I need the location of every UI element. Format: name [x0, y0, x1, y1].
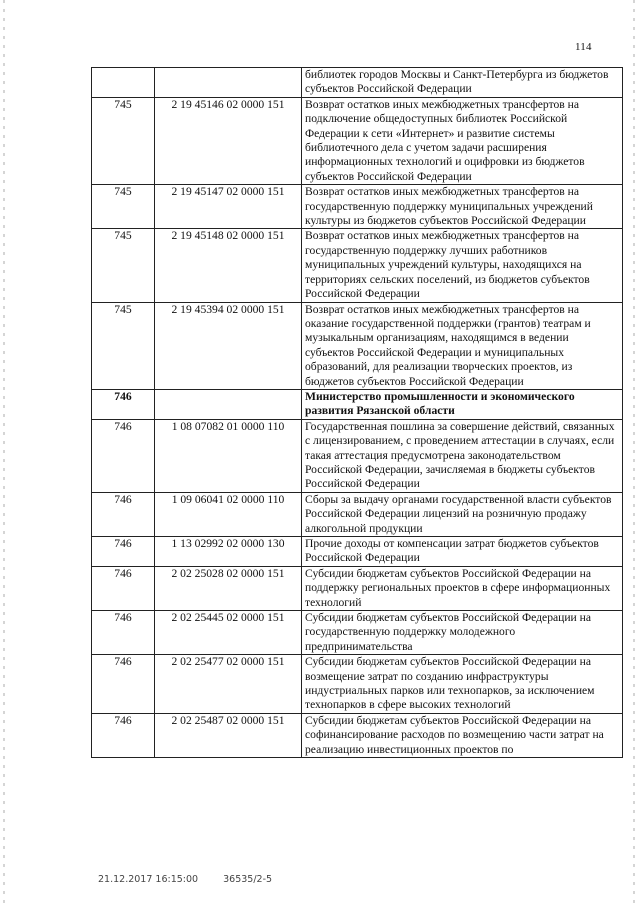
revenue-name-cell: Субсидии бюджетам субъектов Российской Федерации на государственную поддержку молодежного предпринимательства: [302, 611, 623, 655]
admin-code-cell: 745: [92, 229, 155, 302]
revenue-name-cell: Субсидии бюджетам субъектов Российской Федерации на софинансирование расходов по возмещению части затрат на реализацию инвестиционных проектов по: [302, 713, 623, 757]
table-body: [92, 68, 623, 758]
revenue-name-cell: Возврат остатков иных межбюджетных трансфертов на подключение общедоступных библиотек Российской Федерации к сети «Интернет» и развитие системы библиотечного дела с учетом задачи расширения информационных технологий и оцифровки из бюджетов субъектов Российской Федерации: [302, 97, 623, 184]
budget-classification-table: [91, 67, 623, 758]
revenue-name-cell: Возврат остатков иных межбюджетных трансфертов на государственную поддержку лучших работников муниципальных учреждений культуры, находящихся на территориях сельских поселений, из бюджетов субъектов Российской Федерации: [302, 229, 623, 302]
page-footer: [98, 874, 272, 885]
budget-code-cell: 2 19 45148 02 0000 151: [155, 229, 302, 302]
admin-code-cell: 746: [92, 713, 155, 757]
revenue-name-cell: Возврат остатков иных межбюджетных трансфертов на государственную поддержку муниципальных учреждений культуры из бюджетов субъектов Российской Федерации: [302, 185, 623, 229]
admin-code-cell: 746: [92, 655, 155, 714]
budget-code-cell: 2 19 45394 02 0000 151: [155, 302, 302, 389]
table-row: [92, 185, 623, 229]
table-row: [92, 302, 623, 389]
admin-code-cell: 746: [92, 537, 155, 567]
budget-code-cell: 2 02 25487 02 0000 151: [155, 713, 302, 757]
admin-code-cell: 746: [92, 566, 155, 610]
budget-code-cell: 2 02 25445 02 0000 151: [155, 611, 302, 655]
revenue-name-cell: Субсидии бюджетам субъектов Российской Федерации на возмещение затрат по созданию инфраструктуры индустриальных парков или технопарков, за исключением технопарков в сфере высоких технологий: [302, 655, 623, 714]
revenue-name-cell: Министерство промышленности и экономического развития Рязанской области: [302, 389, 623, 419]
page-number: 114: [575, 41, 592, 53]
revenue-name-cell: библиотек городов Москвы и Санкт-Петербурга из бюджетов субъектов Российской Федерации: [302, 68, 623, 98]
table-row: [92, 537, 623, 567]
table-row: [92, 566, 623, 610]
table-row: [92, 97, 623, 184]
footer-timestamp: 21.12.2017 16:15:00: [98, 874, 199, 885]
table-row: [92, 713, 623, 757]
table-row: [92, 229, 623, 302]
admin-code-cell: 746: [92, 419, 155, 492]
admin-code-cell: 746: [92, 611, 155, 655]
table-row: [92, 419, 623, 492]
budget-code-cell: [155, 68, 302, 98]
table-row: [92, 389, 623, 419]
budget-code-cell: 2 02 25028 02 0000 151: [155, 566, 302, 610]
scan-edge-left: [3, 0, 5, 905]
table-row: [92, 492, 623, 536]
budget-code-cell: 2 19 45146 02 0000 151: [155, 97, 302, 184]
budget-code-cell: 2 19 45147 02 0000 151: [155, 185, 302, 229]
budget-code-cell: 1 08 07082 01 0000 110: [155, 419, 302, 492]
budget-code-cell: 1 09 06041 02 0000 110: [155, 492, 302, 536]
table-row: [92, 68, 623, 98]
footer-document-id: 36535/2-5: [223, 874, 273, 885]
admin-code-cell: [92, 68, 155, 98]
table-row: [92, 655, 623, 714]
revenue-name-cell: Возврат остатков иных межбюджетных трансфертов на оказание государственной поддержки (грантов) театрам и музыкальным организациям, находящимся в ведении субъектов Российской Федерации и муниципальных образований, для реализации творческих проектов, из бюджетов субъектов Российской Федерации: [302, 302, 623, 389]
budget-code-cell: [155, 389, 302, 419]
table-row: [92, 611, 623, 655]
admin-code-cell: 745: [92, 302, 155, 389]
admin-code-cell: 746: [92, 389, 155, 419]
revenue-name-cell: Субсидии бюджетам субъектов Российской Федерации на поддержку региональных проектов в сфере информационных технологий: [302, 566, 623, 610]
revenue-name-cell: Сборы за выдачу органами государственной власти субъектов Российской Федерации лицензий на розничную продажу алкогольной продукции: [302, 492, 623, 536]
admin-code-cell: 745: [92, 97, 155, 184]
scan-edge-right: [633, 0, 635, 905]
admin-code-cell: 745: [92, 185, 155, 229]
revenue-name-cell: Прочие доходы от компенсации затрат бюджетов субъектов Российской Федерации: [302, 537, 623, 567]
budget-code-cell: 1 13 02992 02 0000 130: [155, 537, 302, 567]
budget-code-cell: 2 02 25477 02 0000 151: [155, 655, 302, 714]
revenue-name-cell: Государственная пошлина за совершение действий, связанных с лицензированием, с проведением аттестации в случаях, если такая аттестация предусмотрена законодательством Российской Федерации, зачисляемая в бюджеты субъектов Российской Федерации: [302, 419, 623, 492]
admin-code-cell: 746: [92, 492, 155, 536]
